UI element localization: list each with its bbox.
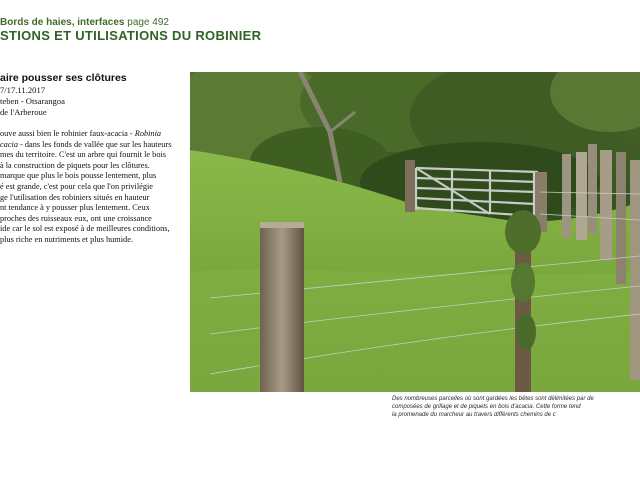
- header-section-name: Bords de haies, interfaces: [0, 17, 125, 28]
- caption-line: Des nombreuses parcelles où sont gardées les bêtes sont délimitées par de: [392, 396, 594, 402]
- body-line-italic: Robinia: [134, 129, 162, 138]
- photo-caption: [392, 395, 640, 419]
- header-page-ref: page 492: [127, 17, 169, 28]
- body-line: marque que plus le bois pousse lentement, plus: [0, 171, 157, 181]
- body-line: [0, 140, 182, 151]
- body-line: mes du territoire. C'est un arbre qui fournit le bois: [0, 150, 167, 160]
- fence-photo-illustration: [190, 72, 640, 392]
- body-line: à la construction de piquets pour les clôtures.: [0, 160, 150, 170]
- entry-title: aire pousser ses clôtures: [0, 72, 127, 84]
- entry-text-column: [0, 72, 182, 246]
- caption-line: composées de grillage et de piquets en bois d'acacia. Cette forme tend: [392, 404, 581, 410]
- body-line: ge l'utilisation des robiniers situés en hauteur: [0, 192, 150, 202]
- body-line-text: ouve aussi bien le robinier faux-acacia -: [0, 129, 135, 138]
- entry-body: [0, 129, 182, 246]
- body-line: nt tendance à y pousser plus lentement. Ceux: [0, 203, 150, 213]
- body-line-text: - dans les fonds de vallée que sur les hauteurs: [17, 139, 172, 149]
- entry-area: de l'Arberoue: [0, 107, 47, 117]
- body-line: é est grande, c'est pour cela que l'on privilégie: [0, 181, 153, 191]
- body-line-italic: cacia: [0, 139, 18, 149]
- body-line: [0, 129, 182, 140]
- header-section-line: [0, 17, 169, 28]
- fence-photo: [190, 72, 640, 392]
- chapter-title: STIONS ET UTILISATIONS DU ROBINIER: [0, 28, 262, 43]
- body-line: plus riche en nutriments et plus humide.: [0, 234, 133, 244]
- body-line: ide car le sol est exposé à de meilleures conditions,: [0, 224, 170, 234]
- entry-place: teben - Otsarangoa: [0, 96, 65, 106]
- body-line: proches des ruisseaux eux, ont une croissance: [0, 213, 152, 223]
- caption-line: la promenade du marcheur au travers différents chemins de c: [392, 412, 556, 418]
- entry-date: 7/17.11.2017: [0, 85, 46, 95]
